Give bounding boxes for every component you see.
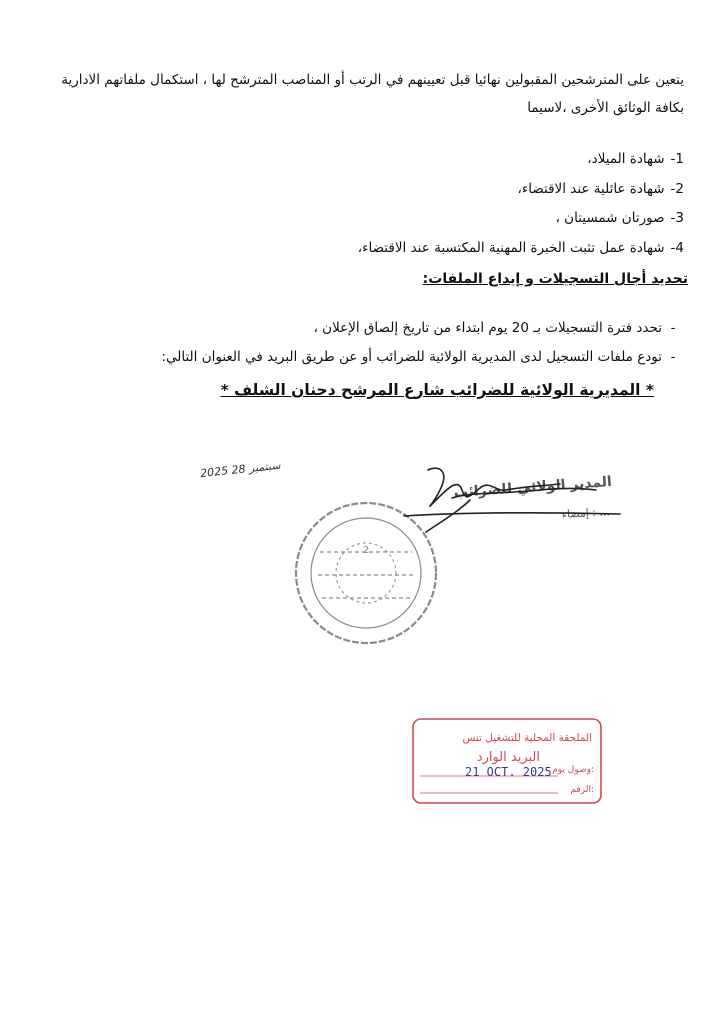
stamp-date-value: 21 OCT. 2025 — [465, 765, 552, 779]
stamp-line-1: الملحقة المحلية للتشغيل تنس — [462, 732, 592, 744]
stamp-number-label: الرقم: — [570, 785, 594, 795]
received-stamp — [413, 719, 601, 803]
list-item: 3- صورتان شمسيتان ، — [555, 210, 684, 226]
svg-text:2: 2 — [362, 545, 370, 556]
intro-paragraph: يتعين على المترشحين المقبولين نهائيا قبل تعيينهم في الرتب أو المناصب المترشح لها ، استكمال ملفاتهم الادارية بكافة الوثائق الأخرى ،لاسيما — [61, 72, 684, 116]
list-item: 2- شهادة عائلية عند الاقتضاء، — [517, 180, 684, 197]
stamp-line-2: البريد الوارد — [476, 750, 540, 765]
list-item: 4- شهادة عمل تثبت الخبرة المهنية المكتسبة عند الاقتضاء، — [357, 239, 684, 256]
list-item: - تودع ملفات التسجيل لدى المديرية الولائية للضرائب أو عن طريق البريد في العنوان التالي: — [161, 349, 676, 365]
signature — [404, 468, 620, 532]
signature-title: المدير الولائي للضرائب — [453, 473, 613, 502]
stamp-date-label: وصول يوم: — [552, 765, 594, 775]
submission-address: * المديرية الولائية للضرائب شارع المرشح دحنان الشلف * — [220, 381, 654, 399]
deadlines-list — [44, 314, 684, 372]
official-seal — [296, 503, 436, 643]
signature-subtitle: إمضاء : ... — [561, 505, 611, 521]
handwritten-date: 2025 سبتمبر 28 — [199, 458, 282, 481]
required-documents-list — [44, 145, 684, 263]
section-heading: تحديد أجال التسجيلات و إيداع الملفات: — [422, 271, 688, 287]
list-item: 1- شهادة الميلاد، — [587, 151, 684, 167]
list-item: - تحدد فترة التسجيلات بـ 20 يوم ابتداء من تاريخ إلصاق الإعلان ، — [313, 320, 676, 336]
